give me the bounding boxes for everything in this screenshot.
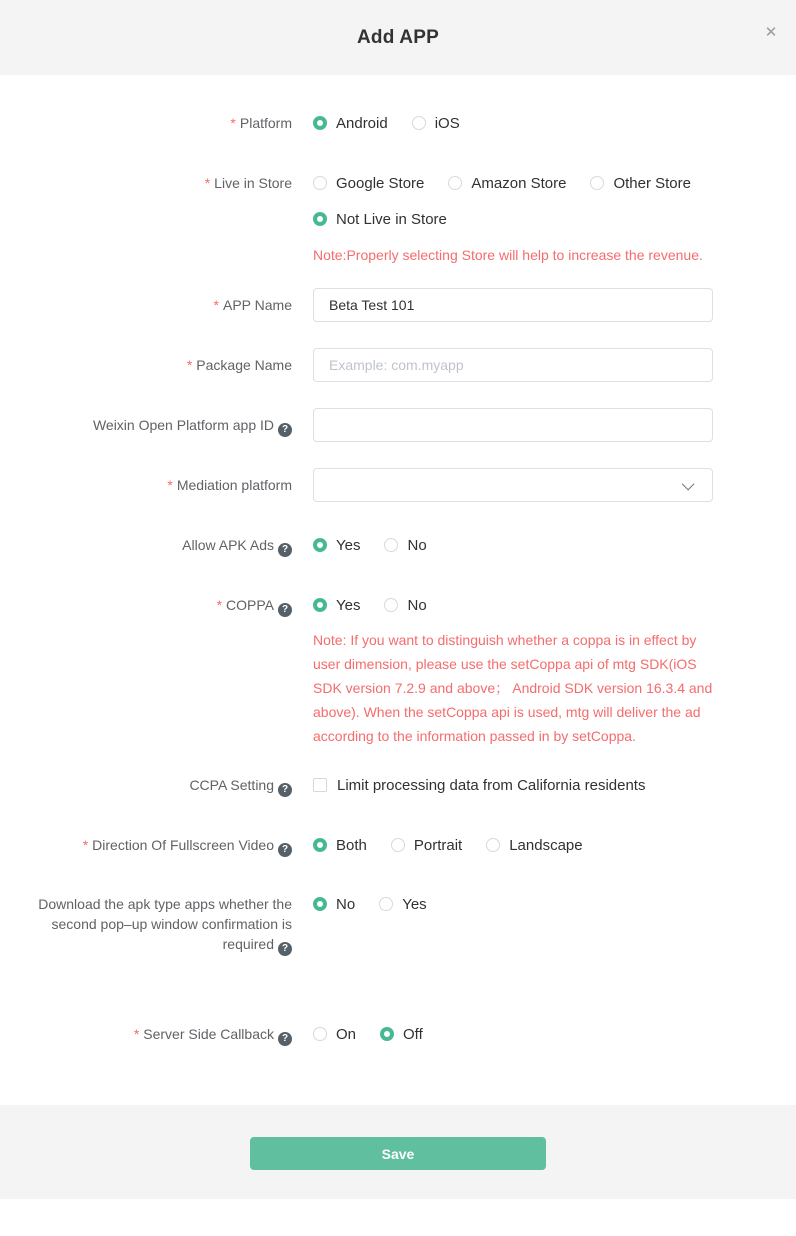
platform-radio-group (313, 106, 734, 140)
label-text: Mediation platform (176, 477, 292, 493)
radio-label: iOS (434, 114, 460, 132)
help-icon[interactable]: ? (278, 423, 292, 437)
live-in-store-radio-group-row2 (313, 202, 734, 236)
download-confirmation-label (0, 887, 313, 956)
required-asterisk: * (186, 357, 193, 373)
radio-google-store[interactable] (313, 175, 424, 192)
mediation-platform-label (0, 468, 313, 502)
radio-icon (313, 116, 327, 130)
radio-label: Yes (336, 596, 361, 614)
form-row-download-confirmation (0, 887, 734, 956)
radio-label: Both (336, 836, 367, 854)
live-in-store-radio-group (313, 166, 734, 200)
coppa-label (0, 588, 313, 748)
radio-server-callback-on[interactable] (313, 1026, 356, 1043)
required-asterisk: * (82, 837, 89, 853)
radio-other-store[interactable] (590, 175, 691, 192)
help-icon[interactable]: ? (278, 543, 292, 557)
radio-icon (313, 176, 327, 190)
ccpa-checkbox[interactable] (313, 777, 645, 794)
radio-download-yes[interactable] (379, 896, 426, 913)
store-note: Note:Properly selecting Store will help to increase the revenue. (313, 247, 703, 263)
radio-download-no[interactable] (313, 896, 355, 913)
allow-apk-ads-label (0, 528, 313, 562)
dialog-header (0, 0, 796, 75)
label-text: COPPA (226, 597, 274, 613)
label-text: CCPA Setting (189, 777, 274, 793)
radio-label: No (407, 596, 427, 614)
form-row-weixin-app-id (0, 408, 734, 442)
app-name-input[interactable] (313, 288, 713, 322)
form-row-mediation-platform (0, 468, 734, 502)
radio-label: No (336, 895, 356, 913)
radio-icon (391, 838, 405, 852)
radio-icon (486, 838, 500, 852)
radio-direction-landscape[interactable] (486, 837, 582, 854)
label-text: Weixin Open Platform app ID (92, 417, 274, 433)
label-text: Server Side Callback (143, 1026, 274, 1042)
form-row-ccpa-setting (0, 768, 734, 802)
radio-label: Android (336, 114, 388, 132)
form-row-package-name (0, 348, 734, 382)
label-text: APP Name (223, 297, 292, 313)
radio-label: Landscape (509, 836, 583, 854)
close-icon[interactable]: ✕ (764, 24, 778, 41)
help-icon[interactable]: ? (278, 942, 292, 956)
radio-label: On (336, 1025, 357, 1043)
radio-direction-both[interactable] (313, 837, 367, 854)
form-row-platform (0, 106, 734, 140)
server-side-callback-label (0, 1017, 313, 1051)
radio-coppa-no[interactable] (384, 597, 426, 614)
radio-icon (313, 212, 327, 226)
radio-icon (590, 176, 604, 190)
mediation-platform-select[interactable] (313, 468, 713, 502)
page-title: Add APP (357, 26, 439, 48)
radio-allow-apk-no[interactable] (384, 537, 426, 554)
help-icon[interactable]: ? (278, 783, 292, 797)
radio-icon (384, 598, 398, 612)
form-row-direction-fullscreen-video (0, 828, 734, 862)
radio-allow-apk-yes[interactable] (313, 537, 360, 554)
coppa-note: Note: If you want to distinguish whether a coppa is in effect by user dimension, please use the setCoppa api of mtg SDK(iOS SDK version 7.2.9 and above； Android SDK version 16.3.4 and above). When the setCoppa api is used, mtg will deliver the ad according to the information passed in by setCoppa. (313, 632, 713, 744)
radio-direction-portrait[interactable] (391, 837, 462, 854)
checkbox-icon (313, 778, 327, 792)
radio-platform-android[interactable] (313, 115, 388, 132)
form-body (0, 75, 796, 1105)
label-text: Live in Store (214, 175, 292, 191)
radio-label: Google Store (336, 174, 425, 192)
radio-platform-ios[interactable] (412, 115, 460, 132)
radio-icon (313, 598, 327, 612)
radio-icon (313, 897, 327, 911)
direction-label (0, 828, 313, 862)
weixin-app-id-input[interactable] (313, 408, 713, 442)
checkbox-label: Limit processing data from California residents (337, 776, 646, 794)
radio-coppa-yes[interactable] (313, 597, 360, 614)
platform-label (0, 106, 313, 140)
form-row-coppa (0, 588, 734, 748)
direction-radio-group (313, 828, 734, 862)
required-asterisk: * (167, 477, 173, 493)
dialog-footer (0, 1105, 796, 1199)
coppa-radio-group (313, 588, 734, 622)
radio-icon (448, 176, 462, 190)
radio-icon (313, 538, 327, 552)
help-icon[interactable]: ? (278, 603, 292, 617)
radio-label: Other Store (613, 174, 691, 192)
download-confirmation-radio-group (313, 887, 734, 921)
radio-label: Portrait (413, 836, 463, 854)
required-asterisk: * (133, 1026, 140, 1042)
radio-label: Off (403, 1025, 423, 1043)
radio-icon (412, 116, 426, 130)
form-row-live-in-store (0, 166, 734, 266)
radio-label: No (407, 536, 427, 554)
label-text: Allow APK Ads (182, 537, 274, 553)
package-name-input[interactable] (313, 348, 713, 382)
label-text: Package Name (196, 357, 292, 373)
radio-label: Yes (336, 536, 361, 554)
required-asterisk: * (204, 175, 211, 191)
save-button[interactable]: Save (250, 1137, 546, 1170)
radio-icon (313, 838, 327, 852)
ccpa-setting-label (0, 768, 313, 802)
package-name-label (0, 348, 313, 382)
label-text: Direction Of Fullscreen Video (92, 837, 274, 853)
allow-apk-ads-radio-group (313, 528, 734, 562)
ccpa-checkbox-row (313, 768, 734, 802)
form-row-app-name (0, 288, 734, 322)
radio-icon (384, 538, 398, 552)
radio-not-live-in-store[interactable] (313, 211, 447, 228)
server-callback-radio-group (313, 1017, 734, 1051)
form-row-server-side-callback (0, 1017, 734, 1051)
radio-label: Amazon Store (471, 174, 567, 192)
app-name-label (0, 288, 313, 322)
weixin-app-id-label (0, 408, 313, 442)
help-icon[interactable]: ? (278, 1032, 292, 1046)
radio-icon (313, 1027, 327, 1041)
live-in-store-label (0, 166, 313, 266)
radio-icon (380, 1027, 394, 1041)
radio-label: Not Live in Store (336, 210, 447, 228)
label-text: Platform (239, 115, 292, 131)
radio-amazon-store[interactable] (448, 175, 566, 192)
form-row-allow-apk-ads (0, 528, 734, 562)
required-asterisk: * (230, 115, 236, 131)
label-text: Download the apk type apps whether the second pop–up window confirmation is required (38, 896, 292, 952)
radio-icon (379, 897, 393, 911)
required-asterisk: * (213, 297, 219, 313)
help-icon[interactable]: ? (278, 843, 292, 857)
radio-server-callback-off[interactable] (380, 1026, 423, 1043)
radio-label: Yes (402, 895, 427, 913)
required-asterisk: * (216, 597, 223, 613)
chevron-down-icon (682, 477, 695, 490)
